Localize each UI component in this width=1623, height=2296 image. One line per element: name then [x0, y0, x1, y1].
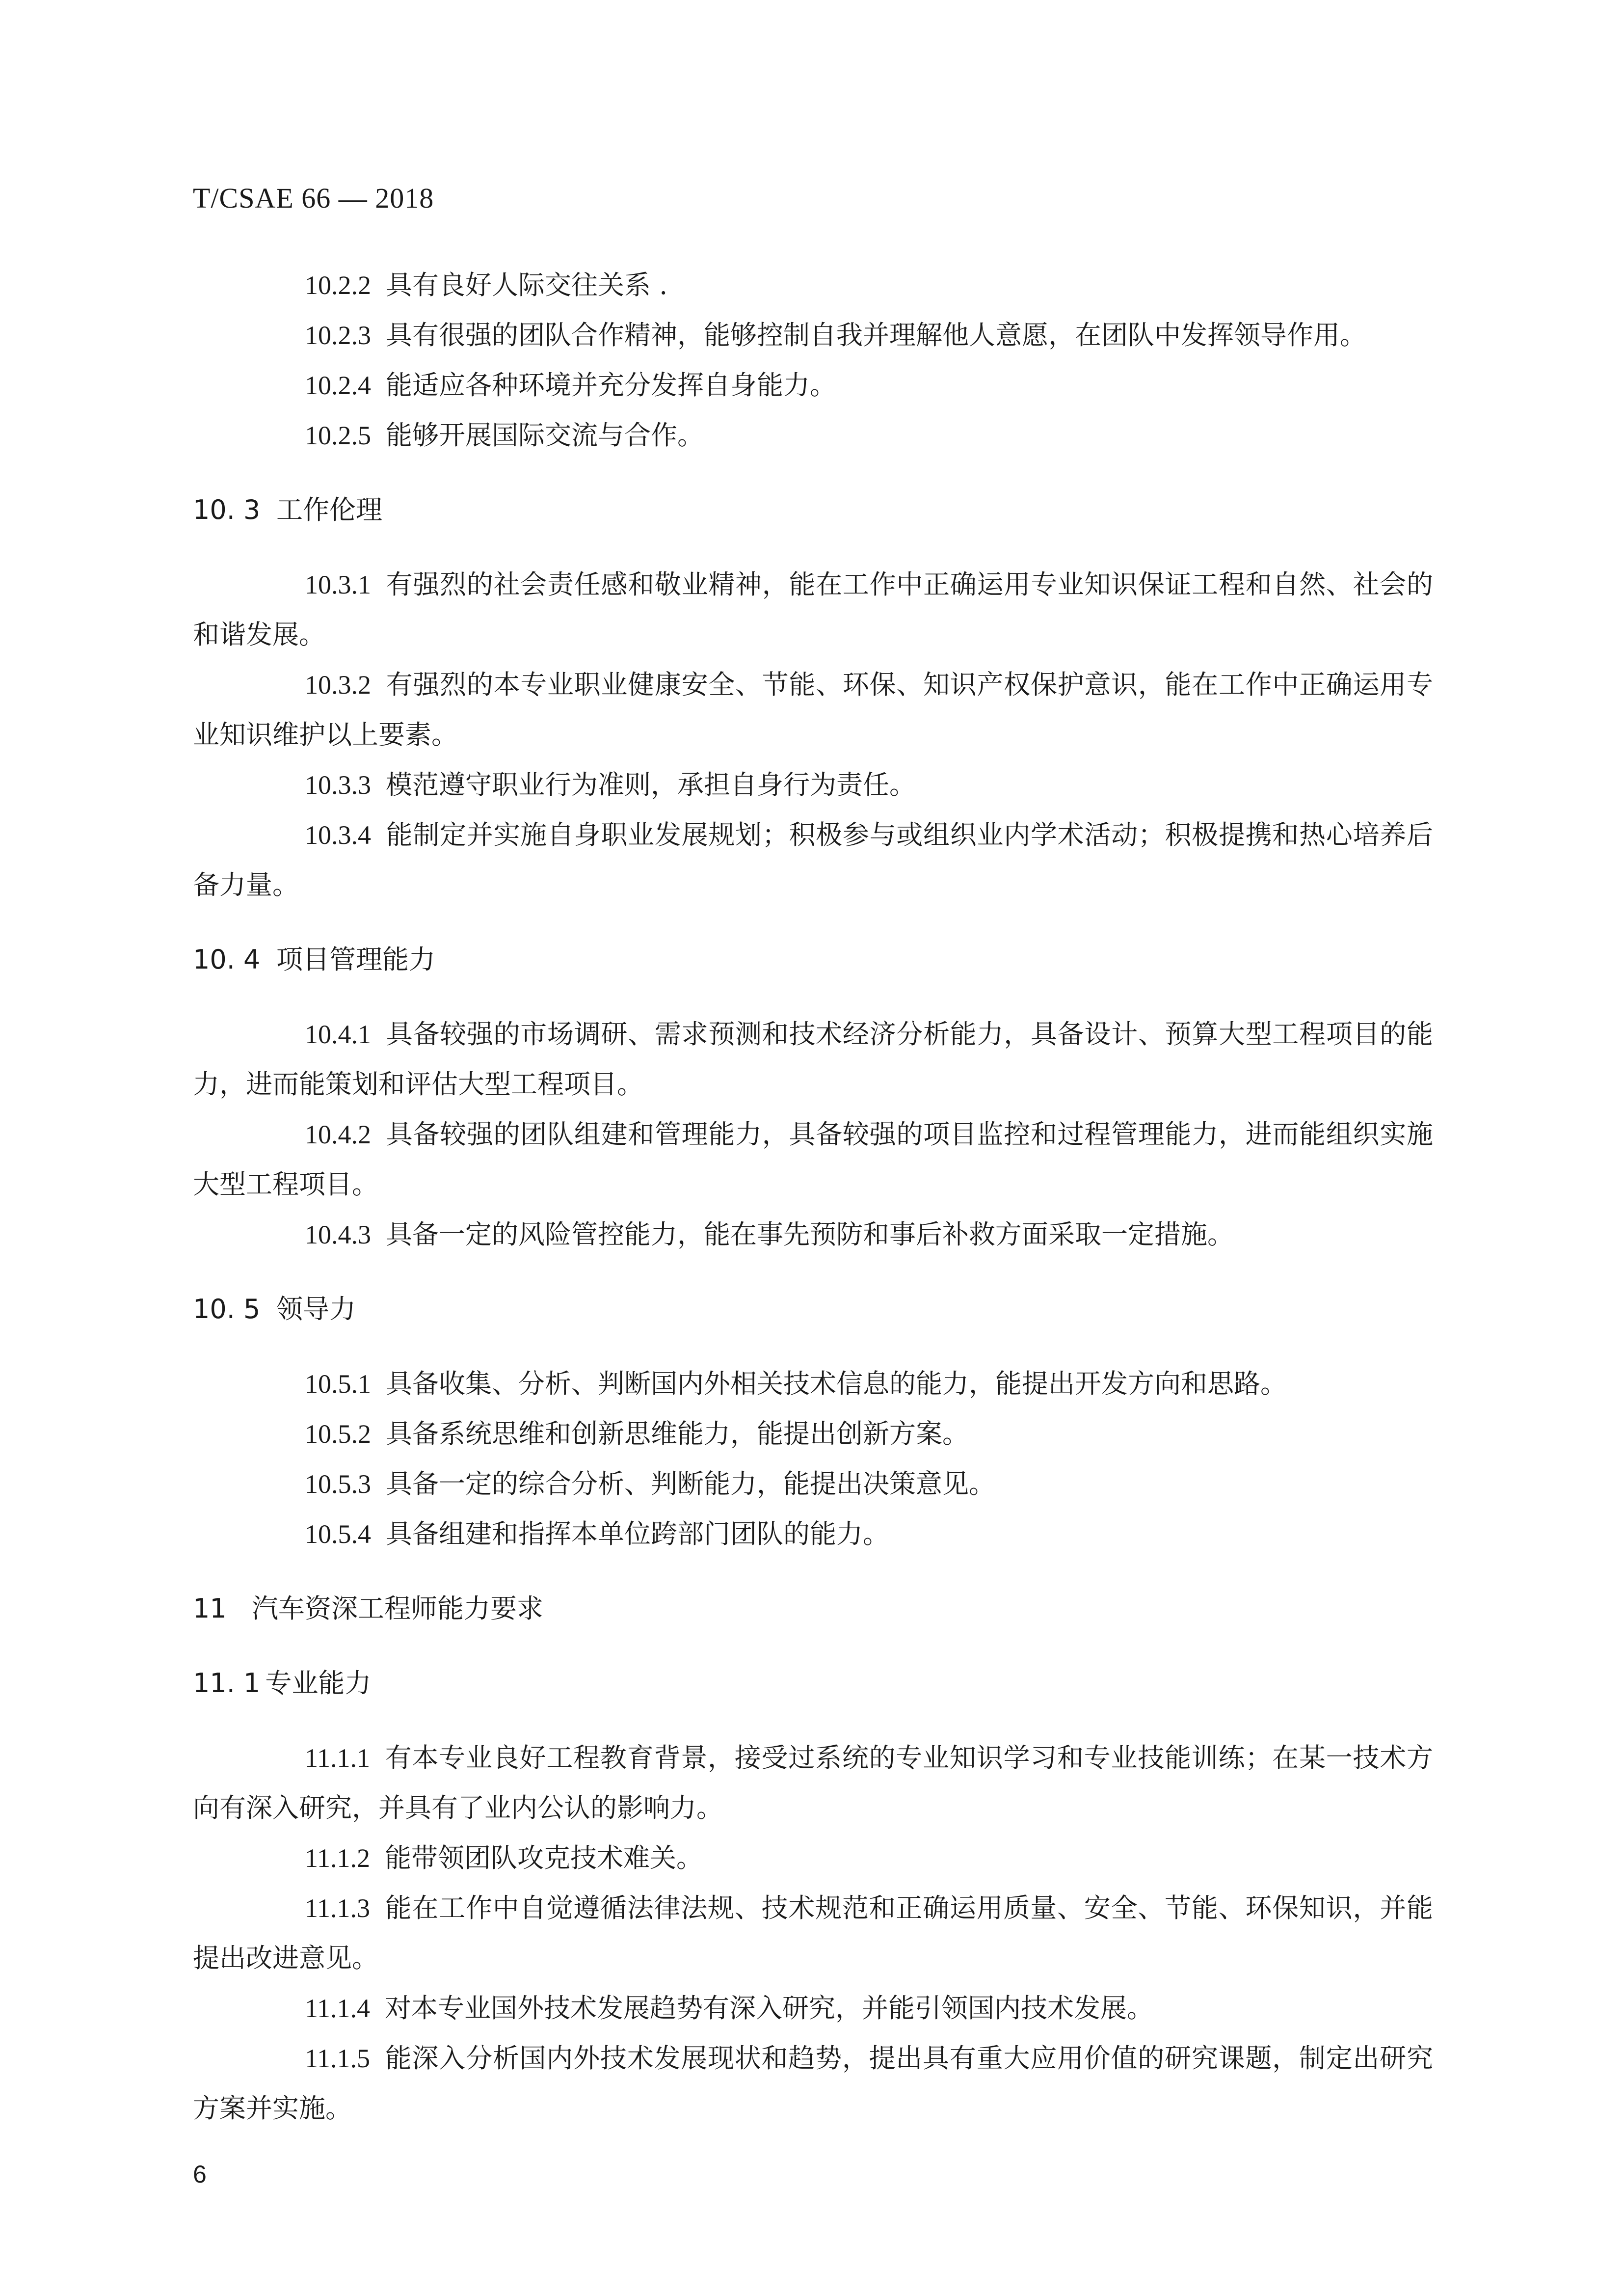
clause-number: 10.3.2	[305, 670, 371, 700]
section-title: 项目管理能力	[276, 944, 435, 975]
clause-text: 具备较强的团队组建和管理能力，具备较强的项目监控和过程管理能力，进而能组织实施大型工程项目。	[193, 1119, 1433, 1200]
clause-text: 对本专业国外技术发展趋势有深入研究，并能引领国内技术发展。	[385, 1993, 1153, 2024]
chapter-title: 汽车资深工程师能力要求	[252, 1593, 543, 1624]
clause-text: 具备一定的风险管控能力，能在事先预防和事后补救方面采取一定措施。	[386, 1219, 1234, 1250]
clause-text: 具备组建和指挥本单位跨部门团队的能力。	[386, 1518, 889, 1549]
clause-10-5-3	[193, 1459, 1433, 1509]
clause-number: 10.2.5	[305, 421, 371, 450]
clause-10-4-1	[193, 1009, 1433, 1109]
clause-number: 11.1.1	[305, 1743, 370, 1773]
clause-text: 能够开展国际交流与合作。	[386, 420, 704, 451]
clause-text: 有强烈的本专业职业健康安全、节能、环保、知识产权保护意识，能在工作中正确运用专业知识维护以上要素。	[193, 669, 1433, 750]
clause-number: 10.4.2	[305, 1120, 371, 1149]
section-heading-11-1	[193, 1658, 1433, 1708]
page-number: 6	[193, 2161, 207, 2188]
clause-10-3-2	[193, 660, 1433, 760]
clause-number: 10.5.2	[305, 1419, 371, 1449]
clause-10-4-3	[193, 1210, 1433, 1260]
clause-11-1-5	[193, 2033, 1433, 2134]
section-number: 10. 5	[193, 1294, 261, 1324]
document-body	[193, 260, 1433, 2134]
clause-text: 具备收集、分析、判断国内外相关技术信息的能力，能提出开发方向和思路。	[386, 1368, 1287, 1399]
clause-number: 10.4.3	[305, 1220, 371, 1249]
clause-10-2-2	[193, 260, 1433, 310]
clause-number: 10.5.3	[305, 1469, 371, 1499]
clause-10-2-4	[193, 360, 1433, 410]
clause-10-5-1	[193, 1359, 1433, 1409]
clause-text: 能深入分析国内外技术发展现状和趋势，提出具有重大应用价值的研究课题，制定出研究方案并实施。	[193, 2043, 1433, 2124]
clause-number: 10.3.1	[305, 570, 371, 599]
section-heading-10-4	[193, 935, 1433, 985]
clause-number: 10.2.4	[305, 371, 371, 400]
clause-10-5-2	[193, 1409, 1433, 1459]
chapter-number: 11	[193, 1593, 227, 1624]
clause-number: 11.1.3	[305, 1893, 370, 1923]
clause-11-1-3	[193, 1883, 1433, 1983]
section-heading-10-5	[193, 1284, 1433, 1334]
clause-10-3-3	[193, 760, 1433, 810]
clause-11-1-2	[193, 1833, 1433, 1883]
chapter-heading-11	[193, 1584, 1433, 1634]
clause-text: 有本专业良好工程教育背景，接受过系统的专业知识学习和专业技能训练；在某一技术方向有深入研究，并具有了业内公认的影响力。	[193, 1742, 1433, 1823]
section-title: 工作伦理	[276, 494, 382, 525]
clause-number: 10.5.4	[305, 1519, 371, 1549]
clause-number: 10.2.3	[305, 321, 371, 350]
clause-number: 11.1.4	[305, 1994, 370, 2023]
clause-10-5-4	[193, 1509, 1433, 1559]
clause-number: 10.4.1	[305, 1020, 371, 1049]
clause-text: 能带领团队攻克技术难关。	[385, 1842, 703, 1873]
clause-number: 10.5.1	[305, 1369, 371, 1399]
document-header: T/CSAE 66 — 2018	[193, 182, 434, 214]
clause-text: 具备较强的市场调研、需求预测和技术经济分析能力，具备设计、预算大型工程项目的能力，进而能策划和评估大型工程项目。	[193, 1019, 1433, 1100]
clause-text: 能适应各种环境并充分发挥自身能力。	[386, 370, 836, 401]
clause-number: 10.3.3	[305, 770, 371, 800]
clause-number: 11.1.5	[305, 2044, 370, 2073]
clause-number: 11.1.2	[305, 1843, 370, 1873]
clause-text: 具备系统思维和创新思维能力，能提出创新方案。	[386, 1418, 969, 1449]
clause-text: 模范遵守职业行为准则，承担自身行为责任。	[386, 769, 916, 800]
clause-11-1-1	[193, 1733, 1433, 1833]
clause-10-2-3	[193, 310, 1433, 360]
clause-10-4-2	[193, 1109, 1433, 1210]
clause-text: 能在工作中自觉遵循法律法规、技术规范和正确运用质量、安全、节能、环保知识，并能提出改进意见。	[193, 1892, 1433, 1973]
clause-text: 具备一定的综合分析、判断能力，能提出决策意见。	[386, 1468, 995, 1499]
clause-10-3-4	[193, 810, 1433, 910]
clause-10-2-5	[193, 410, 1433, 460]
section-title: 专业能力	[265, 1668, 372, 1699]
clause-text: 具有很强的团队合作精神，能够控制自我并理解他人意愿，在团队中发挥领导作用。	[386, 320, 1366, 351]
clause-11-1-4	[193, 1983, 1433, 2033]
section-heading-10-3	[193, 485, 1433, 535]
clause-text: 具有良好人际交往关系 .	[386, 270, 668, 300]
section-number: 10. 4	[193, 944, 261, 975]
clause-text: 有强烈的社会责任感和敬业精神，能在工作中正确运用专业知识保证工程和自然、社会的和谐发展。	[193, 569, 1433, 650]
clause-text: 能制定并实施自身职业发展规划；积极参与或组织业内学术活动；积极提携和热心培养后备力量。	[193, 819, 1433, 900]
section-number: 11. 1	[193, 1668, 261, 1699]
clause-number: 10.3.4	[305, 820, 371, 850]
section-title: 领导力	[276, 1294, 356, 1324]
clause-number: 10.2.2	[305, 270, 371, 300]
section-number: 10. 3	[193, 494, 261, 525]
clause-10-3-1	[193, 560, 1433, 660]
